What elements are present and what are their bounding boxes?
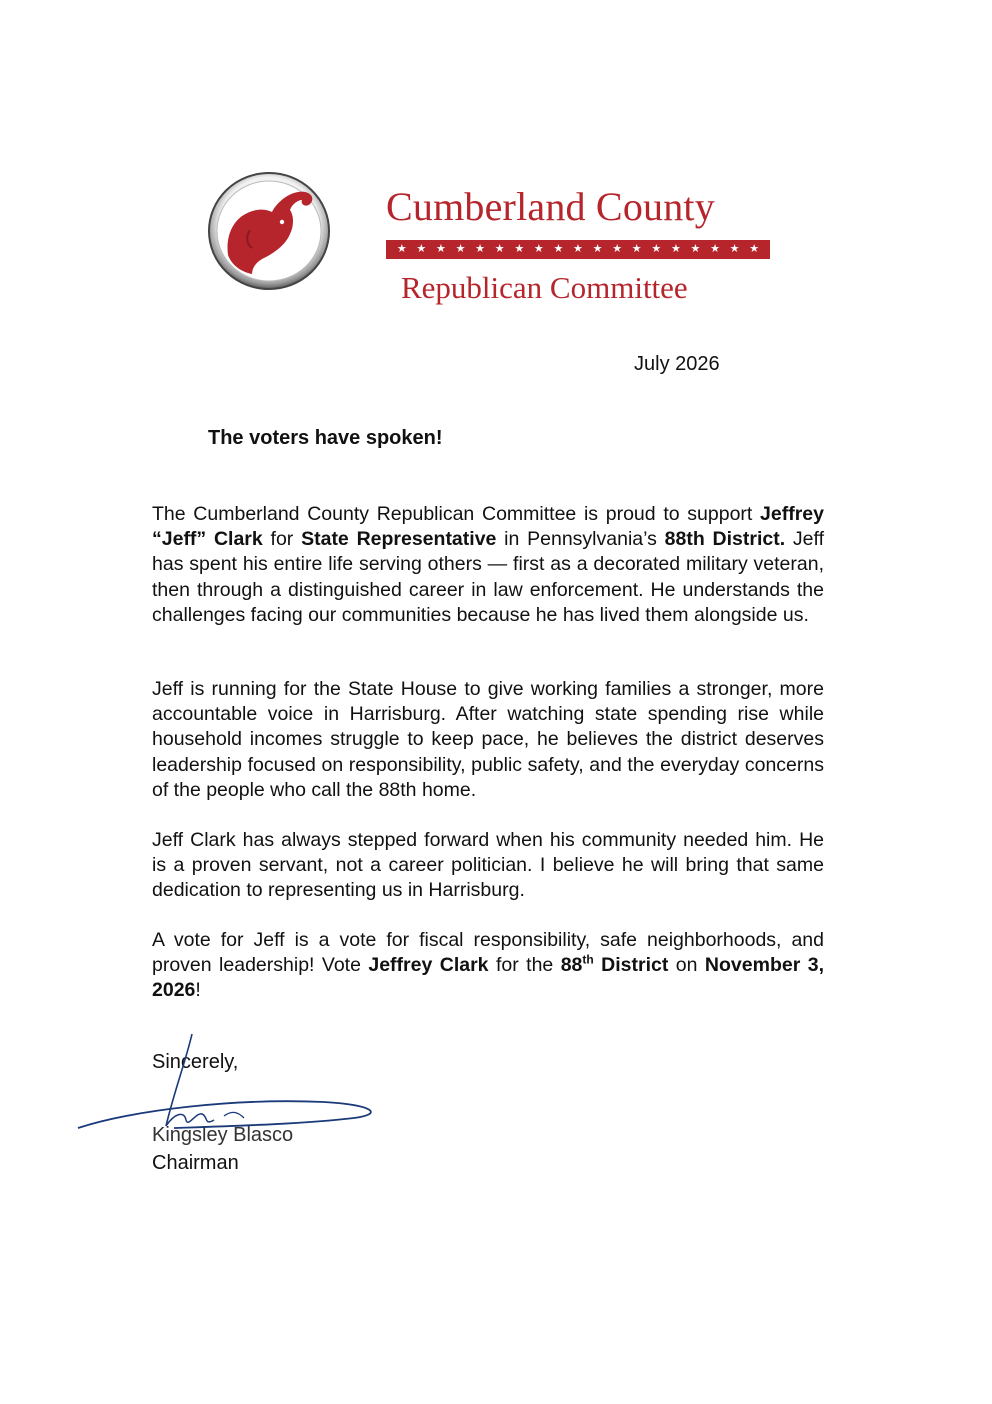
star-icon: ★ — [710, 243, 720, 255]
closing: Sincerely, — [152, 1051, 239, 1073]
star-icon: ★ — [729, 243, 740, 255]
star-icon: ★ — [533, 243, 544, 255]
signer-name: Kingsley Blasco — [152, 1124, 294, 1146]
star-icon: ★ — [749, 243, 760, 255]
star-icon: ★ — [573, 243, 583, 255]
paragraph-3: Jeff Clark has always stepped forward when his community needed him. He is a proven servant, not a career politician. I believe he will bring that same dedication to representing us in Harrisburg. — [152, 829, 824, 902]
star-icon: ★ — [690, 243, 701, 255]
star-icon: ★ — [592, 243, 603, 255]
star-icon: ★ — [455, 243, 466, 255]
paragraph-1: The Cumberland County Republican Committee is proud to support Jeffrey “Jeff” Clark for State Representative in Pennsylvania’s 88th District. Jeff has spent his entire life serving others — first as a decorated military veteran, then through a distinguished career in law enforcement. He understands the challenges facing our communities because he has lived them alongside us. — [152, 503, 825, 626]
star-icon: ★ — [670, 243, 681, 255]
star-icon: ★ — [553, 243, 564, 255]
org-name: Cumberland County — [386, 184, 715, 229]
elephant-logo-icon — [206, 170, 332, 292]
star-icon: ★ — [436, 243, 446, 255]
star-divider — [386, 240, 770, 259]
letter-date: July 2026 — [634, 353, 720, 375]
star-icon: ★ — [612, 243, 623, 255]
signer-title: Chairman — [152, 1152, 239, 1174]
star-icon: ★ — [514, 243, 525, 255]
star-icon: ★ — [475, 243, 486, 255]
paragraph-2: Jeff is running for the State House to give working families a stronger, more accountable voice in Harrisburg. After watching state spending rise while household incomes struggle to keep pace, he believes the district deserves leadership focused on responsibility, public safety, and the everyday concerns of the people who call the 88th home. — [152, 678, 824, 801]
org-subtitle: Republican Committee — [401, 270, 688, 305]
star-icon: ★ — [416, 243, 427, 255]
star-icon: ★ — [396, 243, 407, 255]
star-icon: ★ — [494, 243, 505, 255]
star-icon: ★ — [631, 243, 642, 255]
paragraph-4: A vote for Jeff is a vote for fiscal responsibility, safe neighborhoods, and proven leadership! Vote Jeffrey Clark for the 88th District on November 3, 2026! — [152, 929, 824, 1002]
star-icon: ★ — [651, 243, 662, 255]
letter-headline: The voters have spoken! — [208, 427, 443, 449]
